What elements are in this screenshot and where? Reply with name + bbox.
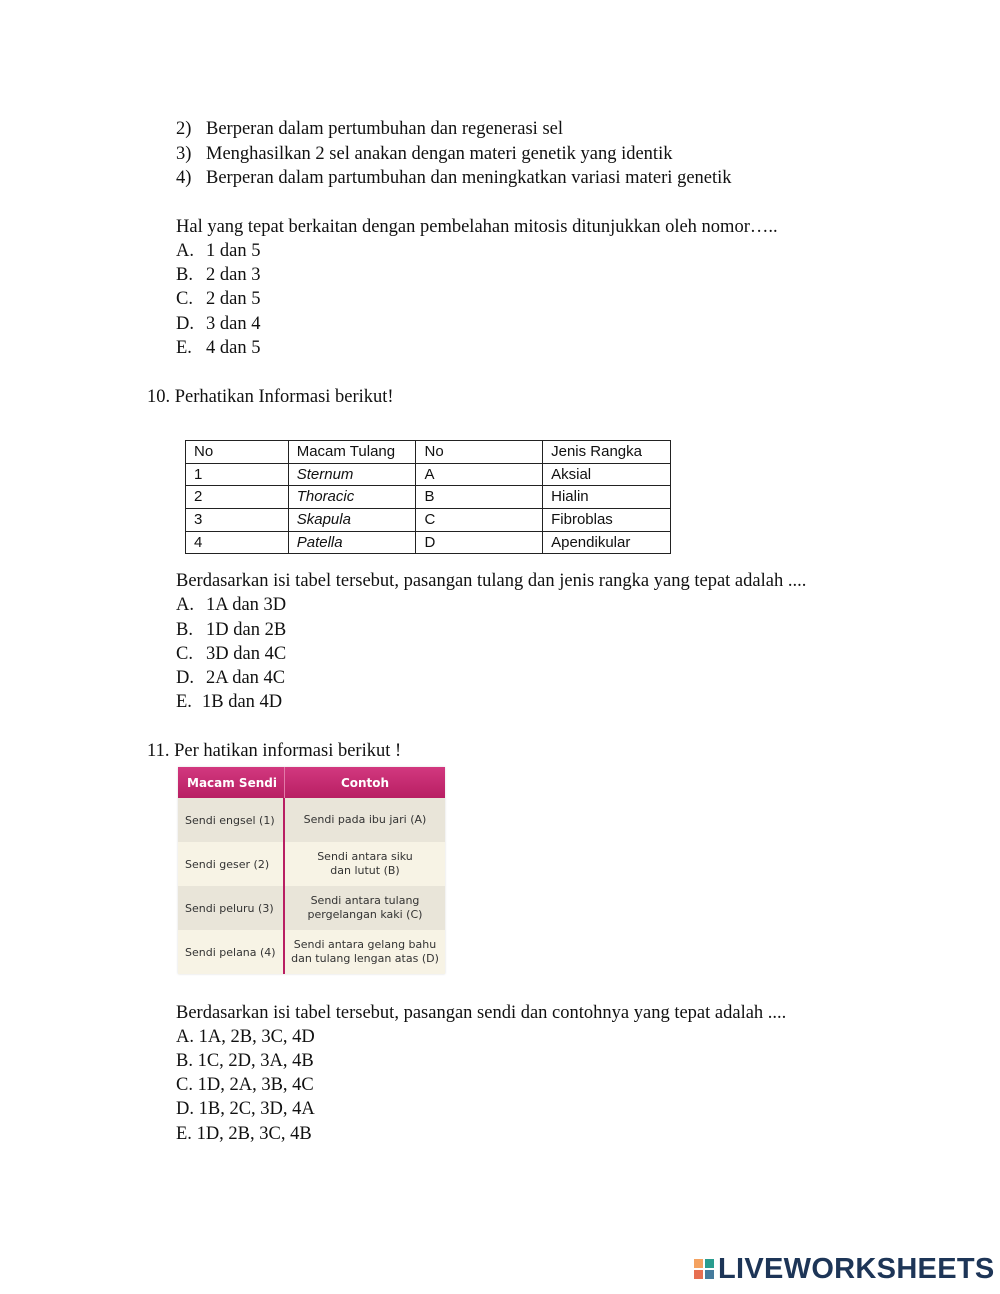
q11-title: 11. Per hatikan informasi berikut ! xyxy=(147,741,402,761)
table-cell: Fibroblas xyxy=(543,509,671,532)
q10-option-b[interactable]: B. 1D dan 2B xyxy=(176,620,287,640)
table-cell: Skapula xyxy=(288,509,416,532)
tulang-table xyxy=(185,440,671,554)
table-header-cell: Contoh xyxy=(340,775,390,790)
table-header-cell: No xyxy=(186,441,289,464)
q9-question: Hal yang tepat berkaitan dengan pembelahan mitosis ditunjukkan oleh nomor….. xyxy=(176,217,778,237)
q10-question: Berdasarkan isi tabel tersebut, pasangan tulang dan jenis rangka yang tepat adalah .... xyxy=(176,571,807,591)
table-cell: Aksial xyxy=(543,463,671,486)
logo-square xyxy=(705,1259,714,1268)
q9-statement-3: 3) Menghasilkan 2 sel anakan dengan materi genetik yang identik xyxy=(176,144,673,164)
q9-option-a[interactable]: A. 1 dan 5 xyxy=(176,241,261,261)
q10-option-c[interactable]: C. 3D dan 4C xyxy=(176,644,287,664)
q11-option-e[interactable]: E. 1D, 2B, 3C, 4B xyxy=(176,1124,312,1144)
table-row xyxy=(186,486,671,509)
table-cell: Patella xyxy=(288,531,416,554)
table-cell: Sendi engsel (1) xyxy=(178,798,285,842)
table-cell: Sendi antara siku dan lutut (B) xyxy=(317,850,413,877)
table-cell: Sendi antara tulang pergelangan kaki (C) xyxy=(307,894,423,921)
table-row xyxy=(178,886,445,930)
table-cell: C xyxy=(416,509,543,532)
q10-option-d[interactable]: D. 2A dan 4C xyxy=(176,668,286,688)
q10-title: 10. Perhatikan Informasi berikut! xyxy=(147,387,394,407)
table-row xyxy=(178,798,445,842)
table-cell: Sendi pelana (4) xyxy=(178,930,285,974)
table-cell: 3 xyxy=(186,509,289,532)
table-row xyxy=(186,531,671,554)
table-row xyxy=(178,842,445,886)
table-cell: Thoracic xyxy=(288,486,416,509)
table-cell: 1 xyxy=(186,463,289,486)
sendi-table xyxy=(178,767,445,974)
table-cell: Sendi pada ibu jari (A) xyxy=(303,813,427,826)
q9-statement-4: 4) Berperan dalam partumbuhan dan meningkatkan variasi materi genetik xyxy=(176,168,732,188)
table-cell: 2 xyxy=(186,486,289,509)
logo-square xyxy=(694,1270,703,1279)
table-cell: A xyxy=(416,463,543,486)
q11-option-d[interactable]: D. 1B, 2C, 3D, 4A xyxy=(176,1099,315,1119)
q11-option-b[interactable]: B. 1C, 2D, 3A, 4B xyxy=(176,1051,314,1071)
q9-option-e[interactable]: E. 4 dan 5 xyxy=(176,338,261,358)
table-header-cell: Macam Sendi xyxy=(178,767,285,798)
liveworksheets-logo[interactable] xyxy=(694,1252,995,1286)
table-header-row xyxy=(186,441,671,464)
table-cell: Apendikular xyxy=(543,531,671,554)
q9-option-b[interactable]: B. 2 dan 3 xyxy=(176,265,261,285)
table-cell: Hialin xyxy=(543,486,671,509)
q11-question: Berdasarkan isi tabel tersebut, pasangan sendi dan contohnya yang tepat adalah .... xyxy=(176,1003,787,1023)
logo-text: LIVEWORKSHEETS xyxy=(718,1252,995,1285)
table-cell: Sendi peluru (3) xyxy=(178,886,285,930)
table-row xyxy=(186,509,671,532)
q11-option-c[interactable]: C. 1D, 2A, 3B, 4C xyxy=(176,1075,314,1095)
table-row xyxy=(186,463,671,486)
q9-statement-2: 2) Berperan dalam pertumbuhan dan regenerasi sel xyxy=(176,119,564,139)
table-cell: 4 xyxy=(186,531,289,554)
table-header-cell: No xyxy=(416,441,543,464)
logo-square xyxy=(705,1270,714,1279)
logo-grid-icon xyxy=(694,1259,714,1279)
table-cell: Sendi geser (2) xyxy=(178,842,285,886)
table-row xyxy=(178,930,445,974)
table-cell: Sternum xyxy=(288,463,416,486)
table-header-row xyxy=(178,767,445,798)
q9-option-d[interactable]: D. 3 dan 4 xyxy=(176,314,261,334)
table-cell: Sendi antara gelang bahu dan tulang lengan atas (D) xyxy=(291,938,439,965)
q11-option-a[interactable]: A. 1A, 2B, 3C, 4D xyxy=(176,1027,315,1047)
table-cell: B xyxy=(416,486,543,509)
q9-option-c[interactable]: C. 2 dan 5 xyxy=(176,289,261,309)
q10-option-e[interactable]: E. 1B dan 4D xyxy=(176,692,283,712)
q10-option-a[interactable]: A. 1A dan 3D xyxy=(176,595,287,615)
logo-square xyxy=(694,1259,703,1268)
table-header-cell: Jenis Rangka xyxy=(543,441,671,464)
table-cell: D xyxy=(416,531,543,554)
table-header-cell: Macam Tulang xyxy=(288,441,416,464)
